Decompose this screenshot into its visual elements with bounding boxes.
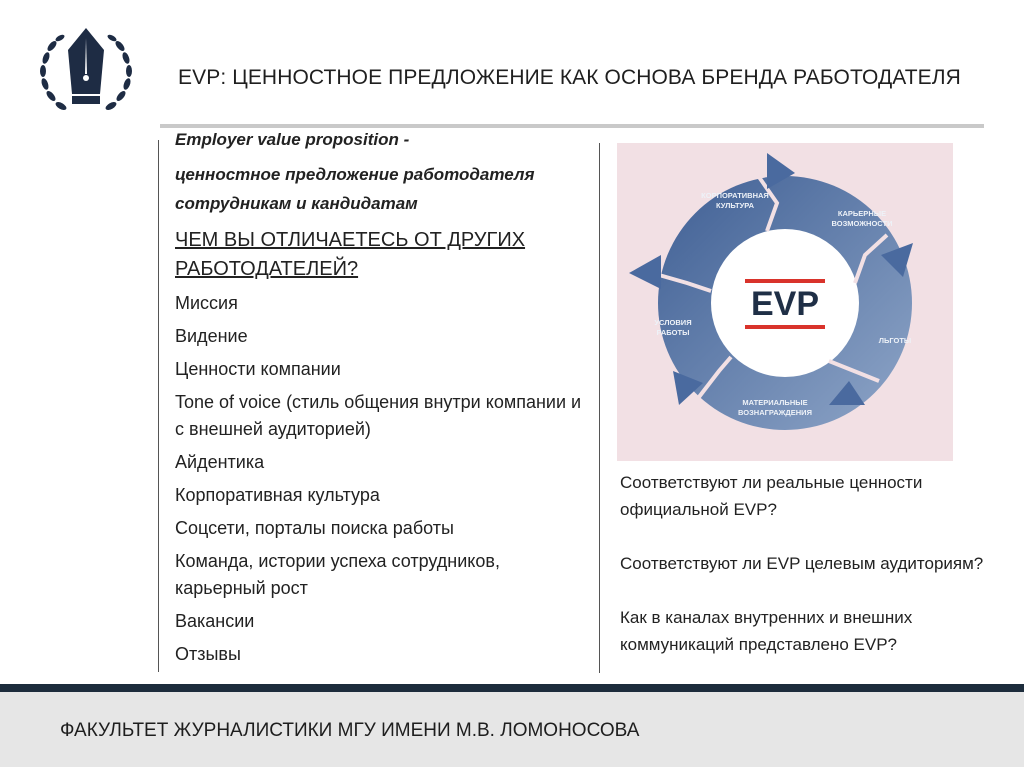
footer-text: ФАКУЛЬТЕТ ЖУРНАЛИСТИКИ МГУ ИМЕНИ М.В. ЛОМОНОСОВА — [60, 720, 640, 741]
evp-center-label: EVP — [750, 285, 820, 323]
key-question: ЧЕМ ВЫ ОТЛИЧАЕТЕСЬ ОТ ДРУГИХ РАБОТОДАТЕЛЕЙ? — [175, 229, 526, 280]
left-column — [175, 128, 585, 668]
left-column-divider — [158, 140, 159, 672]
question-audiences: Соответствуют ли EVP целевым аудиториям? — [620, 554, 984, 573]
segment-label-career-opportunities: КАРЬЕРНЫЕ ВОЗМОЖНОСТИ — [831, 209, 893, 228]
definition-english: Employer value proposition - — [175, 130, 410, 149]
list-item-social-media: Соцсети, порталы поиска работы — [175, 518, 454, 538]
list-item-values: Ценности компании — [175, 359, 341, 379]
segment-label-working-conditions: УСЛОВИЯ РАБОТЫ — [654, 318, 692, 337]
footer-divider — [0, 684, 1024, 692]
list-item-vision: Видение — [175, 326, 248, 346]
list-item-mission: Миссия — [175, 293, 238, 313]
segment-label-benefits: ЛЬГОТЫ — [878, 336, 912, 345]
list-item-identity: Айдентика — [175, 452, 265, 472]
center-column-divider — [599, 143, 600, 673]
list-item-tone-of-voice: Tone of voice (стиль общения внутри компании и с внешней аудиторией) — [175, 392, 582, 439]
list-item-vacancies: Вакансии — [175, 611, 255, 631]
segment-label-material-rewards: МАТЕРИАЛЬНЫЕ ВОЗНАГРАЖДЕНИЯ — [738, 398, 812, 417]
university-logo — [30, 16, 142, 124]
slide-title: EVP: ЦЕННОСТНОЕ ПРЕДЛОЖЕНИЕ КАК ОСНОВА БРЕНДА РАБОТОДАТЕЛЯ — [178, 66, 961, 89]
list-item-team-stories: Команда, истории успеха сотрудников, карьерный рост — [175, 551, 500, 598]
footer — [0, 692, 1024, 767]
question-values: Соответствуют ли реальные ценности официальной EVP? — [620, 473, 923, 519]
pen-nib-laurel-icon — [30, 16, 142, 124]
list-item-corporate-culture: Корпоративная культура — [175, 485, 380, 505]
definition-russian: ценностное предложение работодателя сотрудникам и кандидатам — [175, 165, 535, 213]
evp-top-rule — [745, 279, 825, 283]
list-item-reviews: Отзывы — [175, 644, 241, 664]
right-column — [620, 469, 1010, 685]
evp-cycle-diagram — [617, 143, 953, 461]
arrow-head-5 — [629, 255, 661, 289]
evp-bottom-rule — [745, 325, 825, 329]
question-channels: Как в каналах внутренних и внешних коммуникаций представлено EVP? — [620, 608, 913, 654]
segment-label-corporate-culture: КОРПОРАТИВНАЯ КУЛЬТУРА — [701, 191, 769, 210]
